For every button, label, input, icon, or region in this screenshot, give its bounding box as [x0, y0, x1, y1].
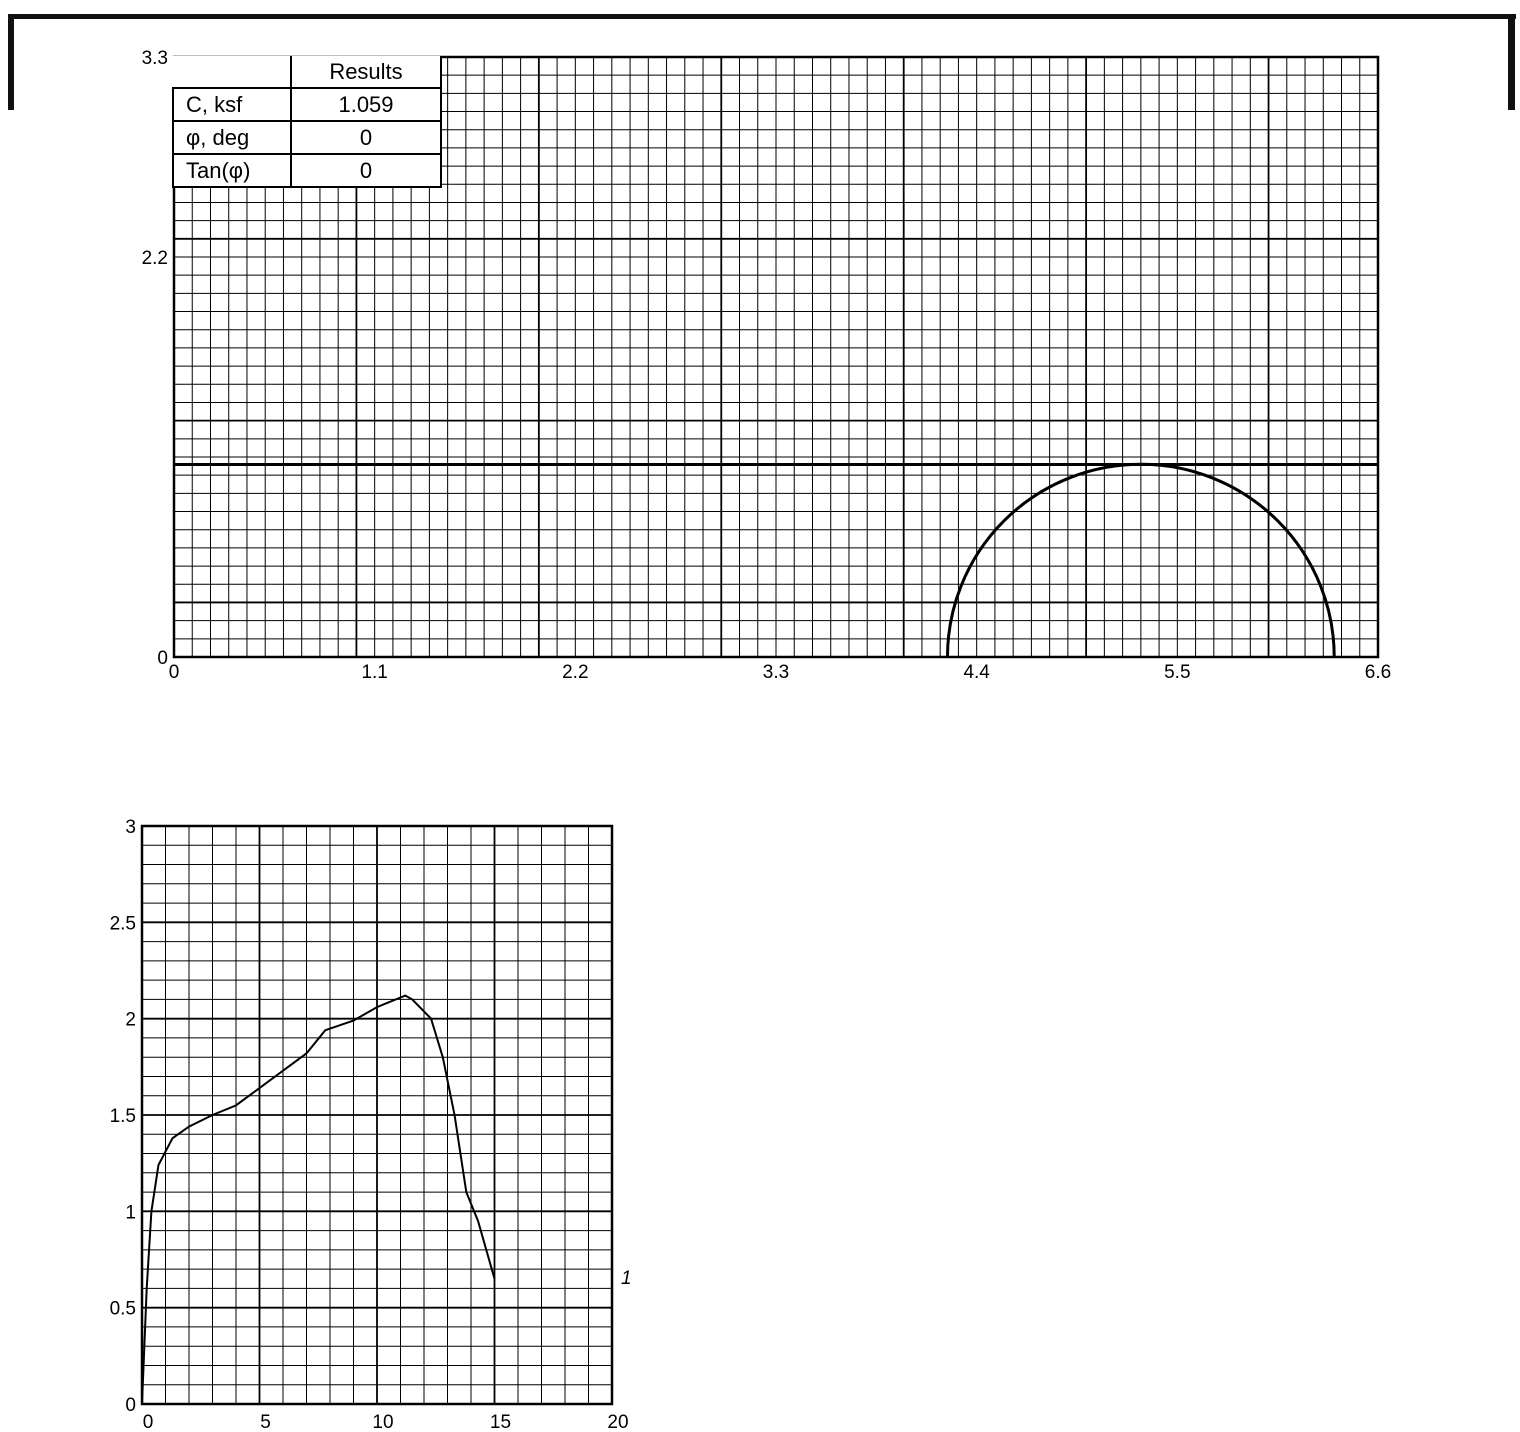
y-tick-label: 1.5: [109, 1106, 136, 1127]
x-tick-label: 2.2: [562, 662, 589, 683]
results-header: Results: [291, 56, 441, 88]
y-tick-label: 0: [125, 1395, 136, 1416]
x-tick-label: 15: [489, 1412, 512, 1432]
series-label: 1: [621, 1268, 632, 1289]
x-tick-label: 20: [607, 1412, 629, 1432]
results-header-blank: [173, 56, 291, 88]
y-tick-label: 2.2: [141, 248, 168, 269]
x-tick-label: 1.1: [361, 662, 388, 683]
x-tick-label: 0: [168, 662, 180, 683]
y-tick-label: 3.3: [141, 48, 168, 69]
results-value: 0: [291, 154, 441, 187]
y-tick-label: 3: [125, 817, 136, 838]
x-tick-label: 5.5: [1164, 662, 1191, 683]
results-label: φ, deg: [173, 121, 291, 154]
y-tick-label: 2: [125, 1009, 136, 1031]
results-value: 1.059: [291, 88, 441, 121]
plot-frame: [142, 826, 612, 1404]
results-row-tan-phi: [173, 154, 441, 187]
x-tick-label: 5: [260, 1412, 271, 1432]
results-header-row: [173, 56, 441, 88]
y-tick-label: 1: [125, 1202, 136, 1224]
series-line: [142, 996, 495, 1404]
results-row-friction-angle: [173, 121, 441, 154]
x-tick-label: 10: [372, 1412, 394, 1432]
results-table: [172, 56, 442, 188]
y-tick-label: 0: [157, 648, 168, 669]
y-tick-label: 2.5: [109, 913, 136, 935]
x-tick-label: 3.3: [762, 662, 790, 683]
results-value: 0: [291, 121, 441, 154]
results-label: Tan(φ): [173, 154, 291, 187]
x-tick-label: 4.4: [963, 662, 990, 683]
results-row-cohesion: [173, 88, 441, 121]
x-tick-label: 0: [142, 1412, 154, 1432]
results-label: C, ksf: [173, 88, 291, 121]
y-tick-label: 0.5: [109, 1298, 136, 1320]
x-tick-label: 6.6: [1364, 662, 1392, 683]
